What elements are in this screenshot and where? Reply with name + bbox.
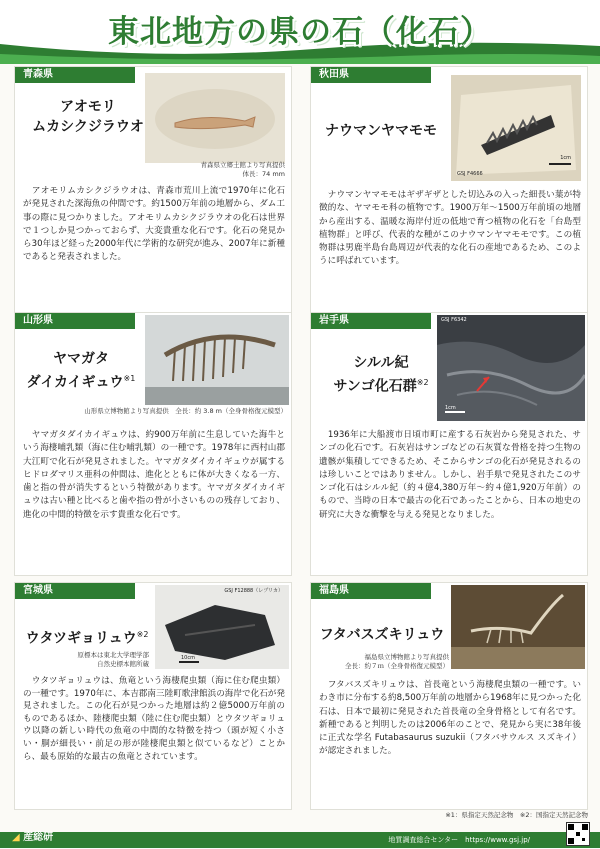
aist-logo: ◢ 産総研 [12, 832, 54, 843]
qr-code-icon [566, 822, 590, 846]
fossil-photo-plesiosaur [451, 585, 585, 669]
fossil-photo-ichthyosaur [155, 585, 289, 669]
card-yamagata [14, 312, 292, 576]
header [0, 0, 600, 62]
fossil-name: ウタツギョリュウ$^{※2}$ [25, 630, 149, 647]
photo-credit: 福島県立博物館より写真提供 全長：約７ｍ（全身骨格復元模型） [345, 653, 449, 670]
photo-credit: 青森県立郷土館より写真提供 体長：74 mm [200, 161, 285, 178]
pref-label: 秋田県 [311, 67, 431, 83]
specimen-tag: GSJ F4666 [457, 171, 483, 177]
footnote: ※1：県指定天然記念物 ※2：国指定天然記念物 [445, 811, 588, 819]
card-fukushima [310, 582, 588, 810]
fossil-name: ヤマガタ ダイカイギュウ$^{※1}$ [26, 351, 136, 391]
card-aomori [14, 66, 292, 318]
scale-label: 1cm [560, 155, 571, 161]
fossil-name: シルル紀 サンゴ化石群$^{※2}$ [333, 355, 429, 395]
card-miyagi [14, 582, 292, 810]
description: フタバスズキリュウは、首長竜という海棲爬虫類の一種です。いわき市に分布する約8,500万年前の地層から1968年に見つかった化石は、日本で最初に発見された首長竜の全身骨格として有名です。新種であると判明したのは2006年のことで、発見から実に38年後に正式な学名 Futabasaurus suzukii（フタバサウルス スズキイ）が認定されました。 [319, 680, 581, 757]
fossil-photo-skeleton [145, 315, 289, 405]
description: 1936年に大船渡市日頃市町に産する石灰岩から発見された、サンゴの化石です。石灰岩はサンゴなどの石灰質な骨格を持つ生物の遺骸が集積してできるため、そこからサンゴの化石が発見されるのは珍しいことではありません。しかし、岩手県で発見されたこのサンゴ化石はシルル紀（約４億4,380万年〜約４億1,920万年前）のもので、当時の日本で最古の化石であったことから、日本の地史の研究に大きな衝撃を与える発見となりました。 [319, 430, 581, 520]
scale-label: 1cm [445, 405, 456, 411]
fossil-name: ナウマンヤマモモ [325, 123, 437, 139]
description: ナウマンヤマモモはギザギザとした切込みの入った細長い葉が特徴的な、ヤマモモ科の植物です。1900万年〜1500万年前頃の地層から産出する、温暖な海岸付近の低地で育つ植物の化石を「台島型植物群」と呼び、代表的な種がこのナウマンヤマモモです。この植物群は男鹿半島台島周辺が代表的な化石の産地であるため、このように呼ばれています。 [319, 190, 581, 267]
fossil-photo-coral [437, 315, 585, 421]
card-akita [310, 66, 588, 318]
description: アオモリムカシクジラウオは、青森市荒川上流で1970年に化石が発見された深海魚の仲間です。約1500万年前の地層から、ダム工事の際に見つかりました。アオモリムカシクジラウオの化石は世界で１つしか見つかっておらず、大変貴重な化石です。化石の発見から30年ほど経った2000年代に学術的な研究が進み、2007年に新種であると発表されました。 [23, 186, 285, 263]
photo-credit: 山形県立博物館より写真提供 全長：約 3.8 m（全身骨格復元模型） [84, 407, 287, 415]
description: ヤマガタダイカイギュウは、約900万年前に生息していた海牛という海棲哺乳類（海に住む哺乳類）の一種です。1978年に西村山郡大江町で化石が発見されました。ヤマガタダイカイギュウが属するヒドロダマリス亜科の仲間は、進化とともに体が大きくなる一方、歯と指の骨が消失するという特徴があります。ヤマガタダイカイギュウは古い種と比べると歯や指の骨が小さいものの残存しており、進化の中間的特徴を示す貴重な化石です。 [23, 430, 285, 520]
scale-label: 10cm [181, 655, 195, 661]
fossil-photo-fish [145, 73, 285, 163]
card-iwate [310, 312, 588, 576]
pref-label: 青森県 [15, 67, 135, 83]
fossil-photo-leaf [451, 75, 581, 181]
pref-label: 岩手県 [311, 313, 431, 329]
fossil-name: アオモリ ムカシクジラウオ [32, 99, 144, 135]
description: ウタツギョリュウは、魚竜という海棲爬虫類（海に住む爬虫類）の一種です。1970年に、本吉郡南三陸町歌津館浜の海岸で化石が発見されました。この化石が見つかった地層は約２億5000万年前のものであるほか、陸棲爬虫類（陸に住む爬虫類）とウタツギョリュウ以降の新しい時代の魚竜の中間的な特徴を持つ（頭が短く小さい・胴が細長い・前足の形が陸棲爬虫類と似ているなど）ことから、最も原始的な最古の魚竜とされています。 [23, 676, 285, 762]
page-title: 東北地方の県の石（化石） [108, 14, 492, 50]
pref-label: 福島県 [311, 583, 431, 599]
pref-label: 宮城県 [15, 583, 135, 599]
pref-label: 山形県 [15, 313, 135, 329]
org-name: 地質調査総合センター https://www.gsj.jp/ [388, 836, 530, 844]
footer [0, 818, 600, 848]
specimen-tag: GSJ F12888（レプリカ） [224, 588, 283, 594]
fossil-name: フタバスズキリュウ [319, 627, 445, 643]
specimen-tag: GSJ F6342 [441, 317, 467, 323]
photo-credit: 原標本は東北大学理学部 自然史標本館所蔵 [77, 651, 149, 668]
